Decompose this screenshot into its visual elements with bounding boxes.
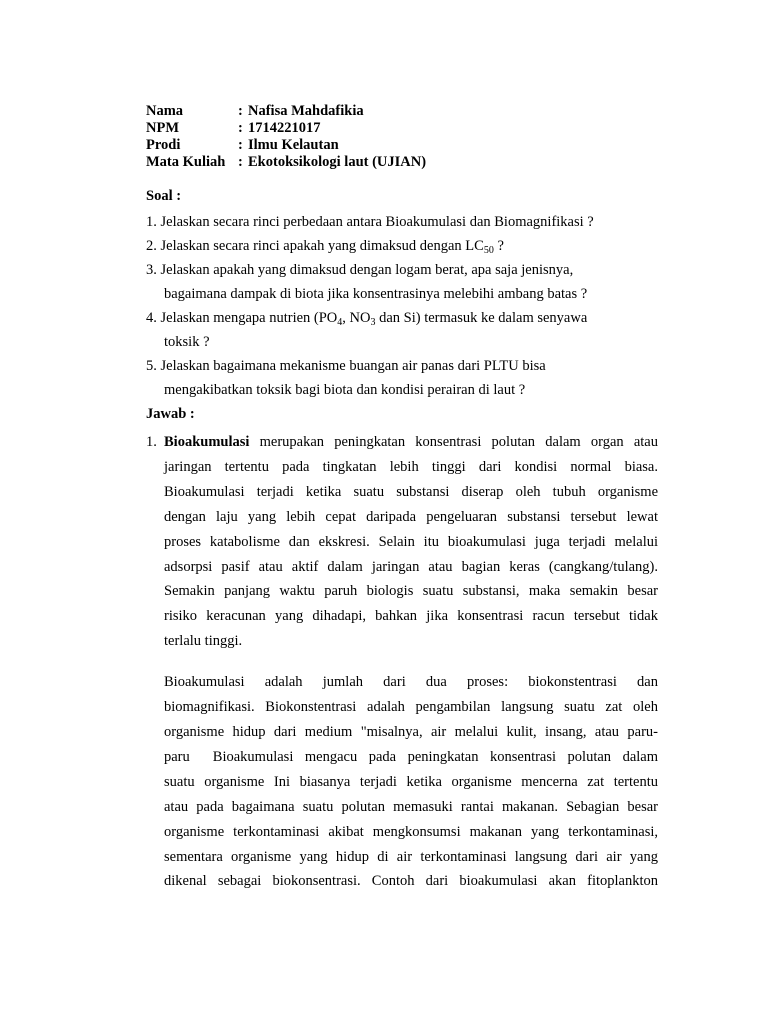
paragraph-line: biomagnifikasi. Biokonstentrasi adalah pengambilan langsung suatu zat oleh [164,699,658,716]
soal-heading: Soal : [146,188,182,204]
paragraph-line: suatu organisme Ini biasanya terjadi ketika organisme mencerna zat tertentu [164,773,658,790]
header-row-npm [146,120,658,137]
paragraph-line: dengan laju yang lebih cepat daripada pengeluaran substansi tersebut lewat [164,508,658,525]
question-4-text-b: , NO [342,310,371,326]
paragraph-line-text: merupakan peningkatan konsentrasi polutan dalam organ atau [249,434,658,450]
question-2-text: 2. Jelaskan secara rinci apakah yang dimaksud dengan LC [146,238,484,254]
header-key: Prodi [146,137,181,153]
subscript-50: 50 [483,245,494,256]
header-row-nama [146,103,658,120]
paragraph-line: Bioakumulasi terjadi ketika suatu substansi diserap oleh tubuh organisme [164,483,658,500]
answer-paragraph-2 [164,670,658,894]
header-value: Ilmu Kelautan [248,137,339,153]
paragraph-line: sementara organisme yang hidup di air terkontaminasi langsung dari air yang [164,848,658,865]
question-5-line-1: 5. Jelaskan bagaimana mekanisme buangan air panas dari PLTU bisa [146,358,546,374]
paragraph-line: proses katabolisme dan ekskresi. Selain itu bioakumulasi juga terjadi melalui [164,533,658,550]
document-page [146,103,658,894]
term-bioakumulasi: Bioakumulasi [164,434,250,450]
header-separator: : [238,120,243,136]
question-4-text-c: dan Si) termasuk ke dalam senyawa [375,310,588,326]
header-value: Ekotoksikologi laut (UJIAN) [248,154,427,170]
paragraph-line: adsorpsi pasif atau aktif dalam jaringan atau bagian keras (cangkang/tulang). [164,558,658,575]
header-separator: : [238,154,243,170]
answer-number: 1. [146,434,157,450]
question-4-line-1 [146,306,658,330]
question-3 [146,258,658,306]
paragraph-line: jaringan tertentu pada tingkatan lebih tinggi dari kondisi normal biasa. [164,458,658,475]
header-separator: : [238,137,243,153]
paragraph-line: risiko keracunan yang dihadapi, bahkan jika konsentrasi racun tersebut tidak [164,608,658,625]
question-5-line-2: mengakibatkan toksik bagi biota dan kondisi perairan di laut ? [164,382,526,398]
paragraph-line: atau pada bagaimana suatu polutan memasuki rantai makanan. Sebagian besar [164,798,658,815]
header-separator: : [238,103,243,119]
header-key: NPM [146,120,180,136]
paragraph-line: terlalu tinggi. [164,633,243,650]
question-3-line-2: bagaimana dampak di biota jika konsentrasinya melebihi ambang batas ? [164,286,588,302]
answer-paragraph-1 [164,430,658,654]
paragraph-line: organisme hidup dari medium "misalnya, air melalui kulit, insang, atau paru- [164,723,658,740]
paragraph-line: Semakin panjang waktu paruh biologis suatu substansi, maka semakin besar [164,583,658,600]
question-3-line-1: 3. Jelaskan apakah yang dimaksud dengan logam berat, apa saja jenisnya, [146,262,574,278]
subscript-3: 3 [370,317,376,328]
header-value: Nafisa Mahdafikia [248,103,364,119]
header-key: Mata Kuliah [146,154,226,170]
question-2-tail: ? [493,238,504,254]
paragraph-line: Bioakumulasi adalah jumlah dari dua proses: biokonstentrasi dan [164,674,658,691]
header-key: Nama [146,103,184,119]
paragraph-line: paru Bioakumulasi mengacu pada peningkatan konsentrasi polutan dalam [164,748,658,765]
subscript-4: 4 [337,317,343,328]
question-4-text-a: 4. Jelaskan mengapa nutrien (PO [146,310,338,326]
header-row-prodi [146,137,658,154]
paragraph-line: organisme terkontaminasi akibat mengkonsumsi makanan yang terkontaminasi, [164,823,658,840]
jawab-heading: Jawab : [146,406,195,422]
question-1: 1. Jelaskan secara rinci perbedaan antara Bioakumulasi dan Biomagnifikasi ? [146,214,594,230]
question-2 [146,234,658,258]
question-4-line-2: toksik ? [164,334,210,350]
question-5 [146,354,658,402]
header-value: 1714221017 [248,120,321,136]
answer-1 [146,430,658,894]
question-4 [146,306,658,354]
header-row-mata-kuliah [146,154,658,171]
paragraph-line: dikenal sebagai biokonsentrasi. Contoh dari bioakumulasi akan fitoplankton [164,873,658,890]
answer-body [164,430,658,894]
question-list [146,210,658,402]
student-info-header [146,103,658,171]
paragraph-line [164,430,658,455]
